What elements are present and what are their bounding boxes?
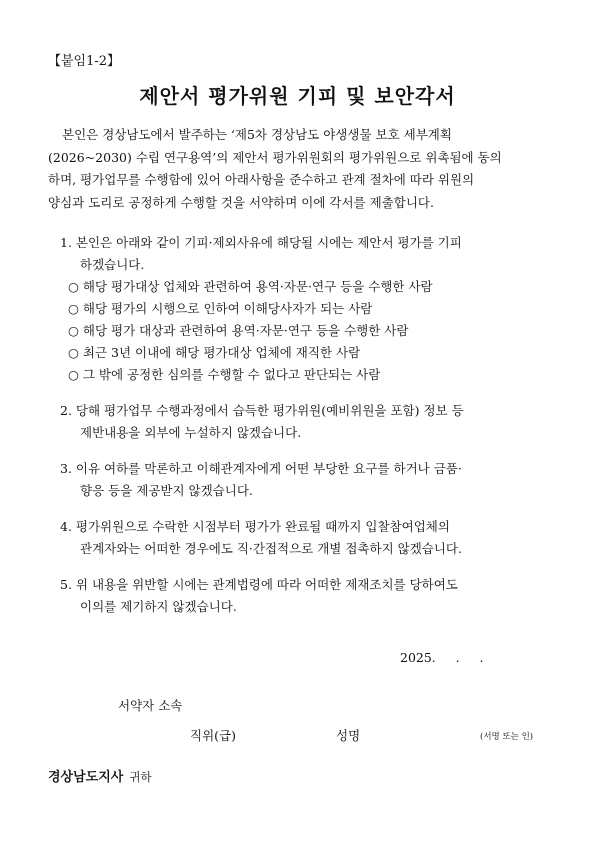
pledge-item-text: 1. 본인은 아래와 같이 기피·제외사유에 해당될 시에는 제안서 평가를 기피 (60, 235, 462, 250)
intro-line: 하며, 평가업무를 수행함에 있어 아래사항을 준수하고 관계 절차에 따라 위원의 (48, 172, 475, 187)
recipient (48, 766, 152, 785)
signature-note: (서명 또는 인) (480, 732, 534, 742)
intro-line: 양심과 도리로 공정하게 수행할 것을 서약하며 이에 각서를 제출합니다. (48, 194, 434, 210)
position-label: 직위(급) (190, 728, 236, 743)
pledge-item-text: 향응 등을 제공받지 않겠습니다. (80, 483, 253, 498)
pledge-item-text: 제반내용을 외부에 누설하지 않겠습니다. (80, 425, 302, 440)
recipient-org: 경상남도지사 (48, 770, 124, 785)
intro-line: 본인은 경상남도에서 발주하는 ‘제5차 경상남도 야생생물 보호 세부계획 (62, 127, 452, 142)
exclusion-reason: ○ 해당 평가대상 업체와 관련하여 용역·자문·연구 등을 수행한 사람 (68, 279, 433, 294)
pledge-item-text: 3. 이유 여하를 막론하고 이해관계자에게 어떤 부당한 요구를 하거나 금품· (60, 461, 462, 476)
signer-affiliation-label: 서약자 소속 (118, 698, 183, 713)
date-line: 2025. . . (400, 650, 484, 665)
attachment-label: 【붙임1-2】 (48, 54, 121, 69)
pledge-item-4 (60, 516, 550, 560)
exclusion-reason: ○ 해당 평가의 시행으로 인하여 이해당사자가 되는 사람 (68, 301, 373, 316)
pledge-item-text: 5. 위 내용을 위반할 시에는 관계법령에 따라 어떠한 제재조치를 당하여도 (60, 577, 458, 592)
pledge-item-text: 이의를 제기하지 않겠습니다. (80, 599, 237, 614)
pledge-list (60, 232, 550, 618)
pledge-item-text: 하겠습니다. (80, 257, 145, 272)
pledge-item-text: 4. 평가위원으로 수락한 시점부터 평가가 완료될 때까지 입찰참여업체의 (60, 519, 450, 534)
exclusion-reason: ○ 해당 평가 대상과 관련하여 용역·자문·연구 등을 수행한 사람 (68, 323, 409, 338)
pledge-item-text: 2. 당해 평가업무 수행과정에서 습득한 평가위원(예비위원을 포함) 정보 등 (60, 403, 464, 418)
page-title: 제안서 평가위원 기피 및 보안각서 (139, 84, 456, 108)
pledge-item-text: 관계자와는 어떠한 경우에도 직·간접적으로 개별 접촉하지 않겠습니다. (80, 541, 462, 556)
intro-line: (2026~2030) 수립 연구용역’의 제안서 평가위원회의 평가위원으로 위촉됨에 동의 (48, 149, 502, 165)
pledge-item-3 (60, 458, 550, 502)
pledge-item-5 (60, 574, 550, 618)
name-label: 성명 (336, 728, 361, 743)
recipient-honorific: 귀하 (129, 770, 152, 784)
exclusion-reason: ○ 그 밖에 공정한 심의를 수행할 수 없다고 판단되는 사람 (68, 367, 381, 382)
pledge-item-1 (60, 232, 550, 386)
exclusion-reason: ○ 최근 3년 이내에 해당 평가대상 업체에 재직한 사람 (68, 345, 361, 360)
pledge-item-2 (60, 400, 550, 444)
intro-paragraph (48, 124, 548, 214)
